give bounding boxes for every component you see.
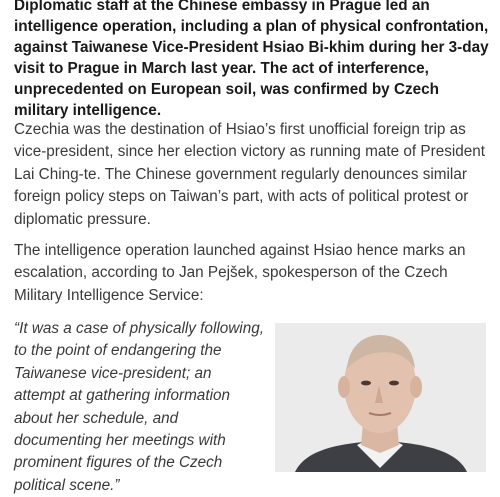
article-lead: Diplomatic staff at the Chinese embassy in Prague led an intelligence operation, including a plan of physical confrontation, against Taiwanese Vice-President Hsiao Bi-khim during her 3-day visit to Prague in March last year. The act of interference, unprecedented on European soil, was confirmed by Czech military intelligence. (14, 0, 489, 119)
article-paragraph-1: Czechia was the destination of Hsiao’s first unofficial foreign trip as vice-president, since her election victory as running mate of President Lai Ching-te. The Chinese government regularly denounces similar foreign policy steps on Taiwan’s part, with acts of political protest or diplomatic pressure. (14, 121, 486, 228)
article-body (14, 0, 490, 494)
article-paragraph-2: The intelligence operation launched against Hsiao hence marks an escalation, according to Jan Pejšek, spokesperson of the Czech Military Intelligence Service: (14, 242, 466, 304)
spokesperson-photo (275, 323, 486, 472)
spokesperson-quote: “It was a case of physically following, to the point of endangering the Taiwanese vice-president; an attempt at gathering information about her schedule, and documenting her meetings with prominent figures of the Czech political scene.” (14, 320, 264, 494)
